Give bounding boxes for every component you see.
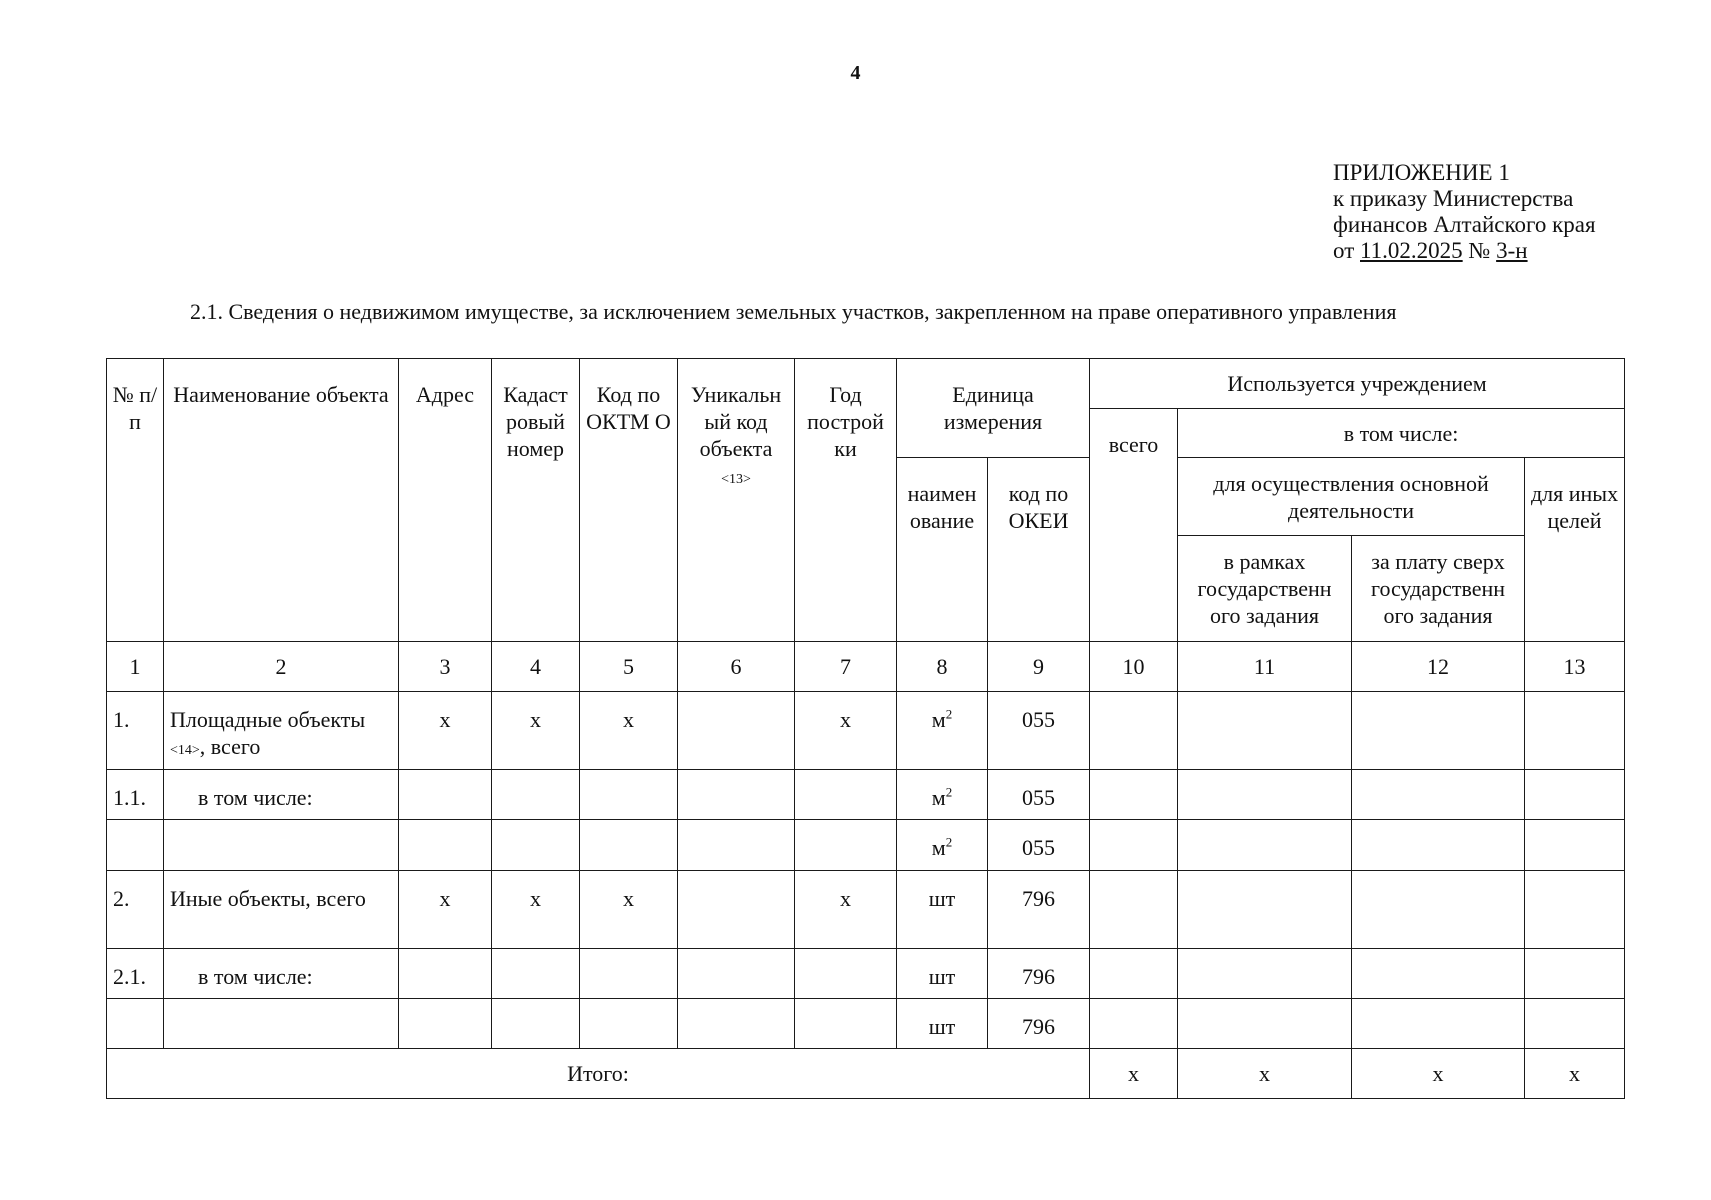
header-state-task: в рамках государственн ого задания	[1178, 536, 1352, 642]
row-unique	[678, 770, 795, 820]
row-c10	[1090, 820, 1178, 871]
col-number: 12	[1352, 642, 1525, 692]
header-unique-code-text: Уникальн ый код объекта	[690, 382, 782, 461]
row-name: в том числе:	[164, 770, 399, 820]
row-unit-text: м	[931, 785, 946, 810]
total-label: Итого:	[107, 1049, 1090, 1099]
row-c13	[1525, 692, 1625, 770]
row-unit-text: м	[931, 707, 946, 732]
header-name: Наименование объекта	[164, 359, 399, 642]
header-unique-code-ref: <13>	[721, 472, 751, 487]
row-oktmo	[580, 999, 678, 1049]
col-number: 4	[492, 642, 580, 692]
row-c12	[1352, 820, 1525, 871]
row-unique	[678, 871, 795, 949]
col-number: 7	[795, 642, 897, 692]
row-unit-sup: 2	[945, 706, 953, 722]
row-name	[164, 820, 399, 871]
row-okei: 055	[988, 820, 1090, 871]
header-used: Используется учреждением	[1090, 359, 1625, 409]
col-number: 1	[107, 642, 164, 692]
row-okei: 055	[988, 770, 1090, 820]
header-unique-code	[678, 359, 795, 642]
row-c10	[1090, 999, 1178, 1049]
row-okei: 796	[988, 999, 1090, 1049]
row-unit	[897, 692, 988, 770]
row-unit	[897, 770, 988, 820]
header-paid: за плату сверх государственн ого задания	[1352, 536, 1525, 642]
annex-date: 11.02.2025	[1360, 238, 1463, 263]
row-num: 2.1.	[107, 949, 164, 999]
row-unique	[678, 999, 795, 1049]
row-unit-text: м	[931, 835, 946, 860]
header-oktmo: Код по ОКТМ О	[580, 359, 678, 642]
row-address: х	[399, 692, 492, 770]
row-c10	[1090, 770, 1178, 820]
row-year	[795, 820, 897, 871]
annex-block	[1333, 160, 1596, 264]
row-address	[399, 820, 492, 871]
col-number: 8	[897, 642, 988, 692]
row-oktmo: х	[580, 871, 678, 949]
header-main-activity: для осуществления основной деятельности	[1178, 458, 1525, 536]
header-unit-name: наимен ование	[897, 458, 988, 642]
annex-line-ministry: финансов Алтайского края	[1333, 212, 1596, 237]
total-c10: х	[1090, 1049, 1178, 1099]
total-c12: х	[1352, 1049, 1525, 1099]
annex-date-prefix: от	[1333, 238, 1355, 263]
row-year	[795, 949, 897, 999]
col-number: 9	[988, 642, 1090, 692]
row-num: 1.1.	[107, 770, 164, 820]
row-cadastral: х	[492, 692, 580, 770]
table-row	[107, 692, 1625, 770]
row-unique	[678, 692, 795, 770]
annex-number-prefix: №	[1468, 238, 1491, 263]
row-year	[795, 999, 897, 1049]
row-num	[107, 820, 164, 871]
row-name-text: Площадные объекты	[170, 707, 366, 732]
row-okei: 796	[988, 949, 1090, 999]
row-oktmo	[580, 820, 678, 871]
annex-title: ПРИЛОЖЕНИЕ 1	[1333, 160, 1510, 185]
row-okei: 055	[988, 692, 1090, 770]
row-c10	[1090, 871, 1178, 949]
row-c10	[1090, 692, 1178, 770]
row-unit	[897, 820, 988, 871]
col-number: 11	[1178, 642, 1352, 692]
total-c13: х	[1525, 1049, 1625, 1099]
header-num: № п/п	[107, 359, 164, 642]
header-address: Адрес	[399, 359, 492, 642]
column-numbers-row	[107, 642, 1625, 692]
header-unit: Единица измерения	[897, 359, 1090, 458]
row-cadastral	[492, 820, 580, 871]
row-name-ref: <14>	[170, 743, 200, 758]
row-c11	[1178, 770, 1352, 820]
row-c12	[1352, 949, 1525, 999]
row-c13	[1525, 820, 1625, 871]
row-year: х	[795, 871, 897, 949]
col-number: 10	[1090, 642, 1178, 692]
row-address: х	[399, 871, 492, 949]
row-address	[399, 949, 492, 999]
table-row	[107, 999, 1625, 1049]
row-cadastral	[492, 770, 580, 820]
section-title: 2.1. Сведения о недвижимом имуществе, за исключением земельных участков, закрепленном на праве оперативного управления	[190, 299, 1397, 324]
row-unit-sup: 2	[945, 834, 953, 850]
table-row	[107, 871, 1625, 949]
total-row	[107, 1049, 1625, 1099]
row-name-suffix: , всего	[199, 734, 261, 759]
property-table	[106, 358, 1625, 1099]
row-name: в том числе:	[164, 949, 399, 999]
annex-number: 3-н	[1496, 238, 1528, 263]
row-name: Иные объекты, всего	[164, 871, 399, 949]
header-okei: код по ОКЕИ	[988, 458, 1090, 642]
row-oktmo	[580, 770, 678, 820]
row-c11	[1178, 692, 1352, 770]
row-num: 1.	[107, 692, 164, 770]
header-other: для иных целей	[1525, 458, 1625, 642]
row-c13	[1525, 949, 1625, 999]
total-c11: х	[1178, 1049, 1352, 1099]
row-c10	[1090, 949, 1178, 999]
row-c11	[1178, 871, 1352, 949]
row-c13	[1525, 871, 1625, 949]
table-row	[107, 820, 1625, 871]
row-unit-sup: 2	[945, 784, 953, 800]
row-oktmo	[580, 949, 678, 999]
col-number: 3	[399, 642, 492, 692]
row-c12	[1352, 770, 1525, 820]
row-num	[107, 999, 164, 1049]
row-c11	[1178, 820, 1352, 871]
page-number: 4	[850, 62, 861, 84]
row-cadastral: х	[492, 871, 580, 949]
row-cadastral	[492, 949, 580, 999]
row-num: 2.	[107, 871, 164, 949]
col-number: 6	[678, 642, 795, 692]
row-unit: шт	[897, 999, 988, 1049]
row-oktmo: х	[580, 692, 678, 770]
row-address	[399, 770, 492, 820]
table-row	[107, 949, 1625, 999]
row-c12	[1352, 692, 1525, 770]
col-number: 5	[580, 642, 678, 692]
row-c11	[1178, 999, 1352, 1049]
table-row	[107, 770, 1625, 820]
row-c13	[1525, 999, 1625, 1049]
row-unique	[678, 949, 795, 999]
header-total: всего	[1090, 409, 1178, 642]
row-c12	[1352, 871, 1525, 949]
col-number: 13	[1525, 642, 1625, 692]
row-name	[164, 692, 399, 770]
header-incl: в том числе:	[1178, 409, 1625, 458]
row-year	[795, 770, 897, 820]
row-c13	[1525, 770, 1625, 820]
row-unit: шт	[897, 949, 988, 999]
row-year: х	[795, 692, 897, 770]
col-number: 2	[164, 642, 399, 692]
annex-line-order: к приказу Министерства	[1333, 186, 1574, 211]
row-unit: шт	[897, 871, 988, 949]
row-name	[164, 999, 399, 1049]
row-okei: 796	[988, 871, 1090, 949]
row-address	[399, 999, 492, 1049]
header-year: Год построй ки	[795, 359, 897, 642]
row-c11	[1178, 949, 1352, 999]
row-cadastral	[492, 999, 580, 1049]
annex-date-line	[1333, 238, 1596, 264]
header-cadastral: Кадаст ровый номер	[492, 359, 580, 642]
row-unique	[678, 820, 795, 871]
header-row-1	[107, 359, 1625, 409]
row-c12	[1352, 999, 1525, 1049]
